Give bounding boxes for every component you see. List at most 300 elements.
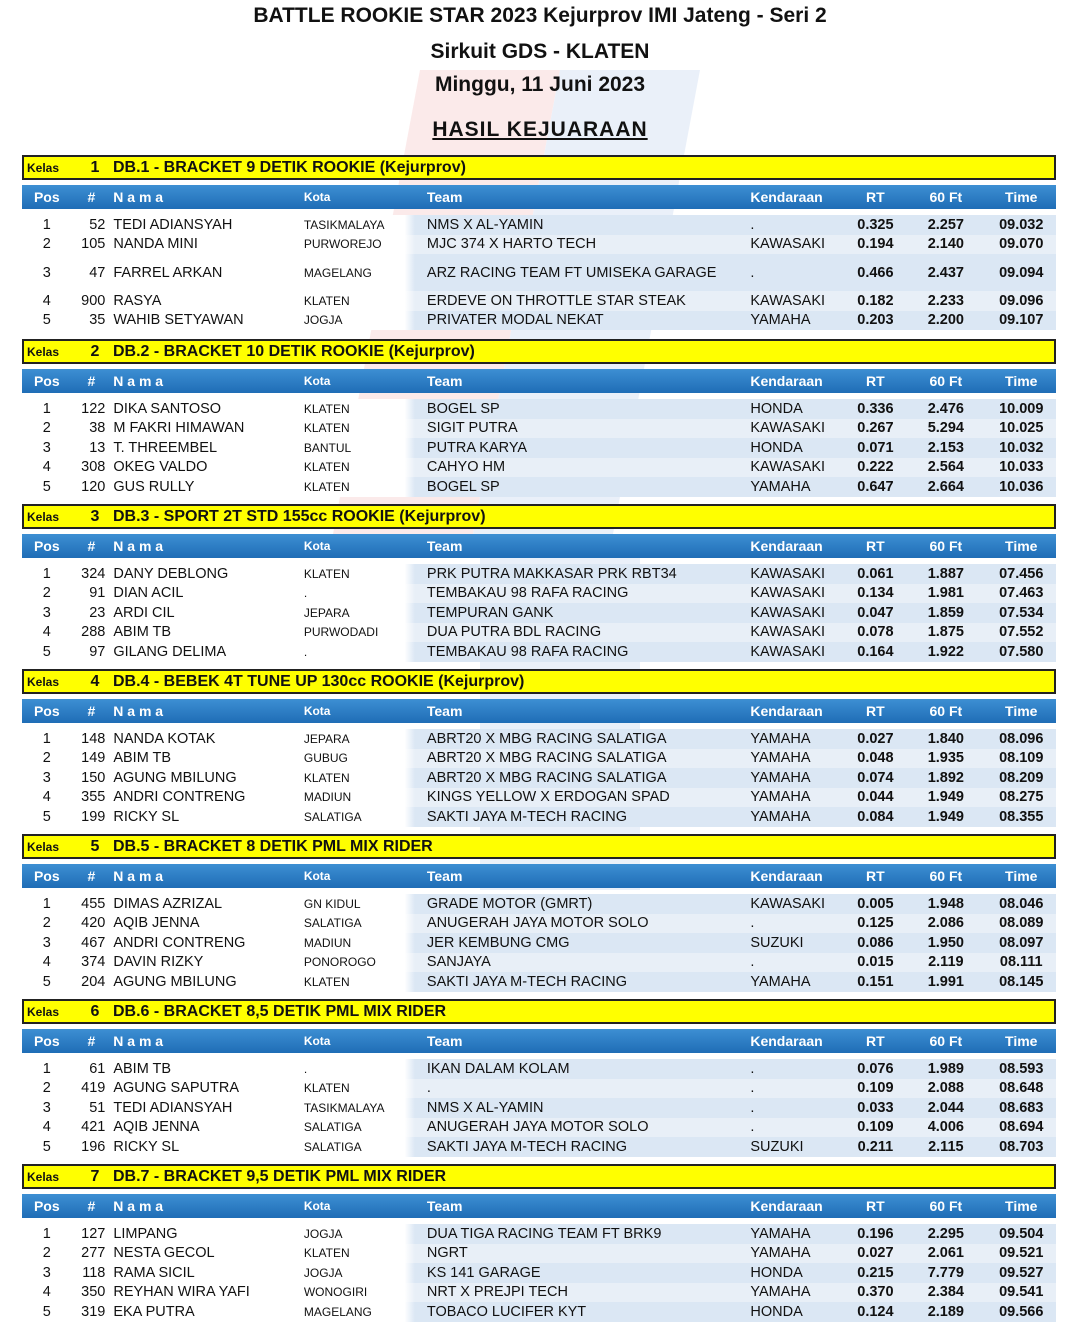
cell-no: 61 [89,1060,106,1077]
cell-kendaraan: YAMAHA [750,478,811,495]
table-row [22,729,1056,749]
cell-kendaraan: KAWASAKI [750,604,826,621]
cell-kota: MADIUN [303,790,352,805]
cell-team: BOGEL SP [426,400,500,417]
cell-no: 13 [89,439,106,456]
column-header-pos: Pos [33,189,60,205]
cell-team: TOBACO LUCIFER KYT [426,1303,587,1320]
column-header-team: Team [426,538,463,554]
cell-no: 91 [89,585,106,602]
column-header-ft: 60 Ft [929,868,963,884]
cell-kendaraan: . [750,264,755,281]
cell-pos: 4 [42,624,51,641]
cell-rt: 0.086 [857,934,894,951]
cell-no: 105 [81,236,106,253]
cell-kendaraan: . [750,216,755,233]
cell-ft: 2.140 [927,236,964,253]
cell-time: 08.275 [999,789,1044,806]
cell-no: 420 [81,915,106,932]
cell-no: 355 [81,789,106,806]
cell-kendaraan: . [750,1099,755,1116]
cell-kota: BANTUL [303,440,352,455]
cell-pos: 5 [42,643,51,660]
page-title: BATTLE ROOKIE STAR 2023 Kejurprov IMI Jateng - Seri 2 [253,4,827,27]
cell-nama: ABIM TB [113,624,172,641]
column-header-kota: Kota [303,539,331,553]
kelas-label: Kelas [27,839,60,854]
cell-nama: RICKY SL [113,808,180,825]
cell-ft: 1.981 [927,585,964,602]
cell-no: 308 [81,459,106,476]
cell-rt: 0.134 [857,585,894,602]
cell-nama: ARDI CIL [113,604,175,621]
table-row [22,788,1056,808]
cell-nama: REYHAN WIRA YAFI [113,1284,250,1301]
column-header-no: # [87,868,96,884]
cell-team: JER KEMBUNG CMG [426,934,570,951]
column-header-kota: Kota [303,1199,331,1213]
column-header-rt: RT [866,1033,885,1049]
cell-time: 08.593 [999,1060,1044,1077]
class-section [22,155,1056,330]
table-row [22,1224,1056,1244]
column-header-time: Time [1005,1033,1038,1049]
cell-ft: 2.437 [927,264,964,281]
column-header-team: Team [426,703,463,719]
cell-nama: TEDI ADIANSYAH [113,1099,233,1116]
table-body [22,399,1056,497]
cell-team: GRADE MOTOR (GMRT) [426,895,593,912]
cell-rt: 0.061 [857,565,894,582]
cell-pos: 4 [42,1119,51,1136]
table-row [22,894,1056,914]
cell-kendaraan: . [750,1119,755,1136]
cell-nama: TEDI ADIANSYAH [113,216,233,233]
table-row [22,584,1056,604]
cell-team: PUTRA KARYA [426,439,528,456]
table-row [22,254,1056,291]
cell-time: 09.504 [999,1225,1044,1242]
column-header-rt: RT [866,189,885,205]
cell-rt: 0.151 [857,973,894,990]
cell-pos: 1 [42,1060,51,1077]
cell-rt: 0.027 [857,1245,894,1262]
column-header-rt: RT [866,1198,885,1214]
column-header-team: Team [426,189,463,205]
cell-nama: DAVIN RIZKY [113,954,204,971]
cell-ft: 1.949 [927,789,964,806]
class-section [22,1164,1056,1322]
cell-nama: RAMA SICIL [113,1264,195,1281]
cell-team: SAKTI JAYA M-TECH RACING [426,808,627,825]
cell-pos: 1 [42,730,51,747]
class-name: DB.4 - BEBEK 4T TUNE UP 130cc ROOKIE (Kejurprov) [113,672,525,690]
column-header-kendaraan: Kendaraan [750,1033,823,1049]
cell-kendaraan: YAMAHA [750,1225,811,1242]
column-header-kendaraan: Kendaraan [750,703,823,719]
column-header-rt: RT [866,373,885,389]
kelas-label: Kelas [27,509,60,524]
cell-nama: ABIM TB [113,750,172,767]
cell-pos: 4 [42,789,51,806]
cell-pos: 4 [42,459,51,476]
column-header-pos: Pos [33,703,60,719]
cell-time: 10.032 [999,439,1044,456]
cell-time: 08.111 [999,954,1043,971]
cell-pos: 2 [42,585,51,602]
cell-no: 199 [81,808,106,825]
cell-pos: 2 [42,236,51,253]
class-section [22,999,1056,1157]
cell-no: 374 [81,954,106,971]
table-header [22,185,1056,209]
cell-ft: 1.948 [927,895,964,912]
cell-no: 150 [81,769,106,786]
cell-no: 277 [81,1245,106,1262]
cell-team: SANJAYA [426,954,491,971]
cell-no: 319 [81,1303,106,1320]
cell-kota: KLATEN [303,421,350,436]
class-title-bar [22,999,1056,1024]
cell-kota: MADIUN [303,935,352,950]
table-header [22,1194,1056,1218]
cell-kota: SALATIGA [303,916,362,931]
cell-rt: 0.071 [857,439,894,456]
cell-kota: KLATEN [303,974,350,989]
cell-kendaraan: KAWASAKI [750,459,826,476]
cell-no: 38 [89,420,106,437]
cell-ft: 2.564 [927,459,964,476]
cell-nama: OKEG VALDO [113,459,208,476]
cell-kendaraan: HONDA [750,439,803,456]
table-row [22,1059,1056,1079]
cell-kota: GN KIDUL [303,896,361,911]
cell-rt: 0.215 [857,1264,894,1281]
cell-nama: NANDA KOTAK [113,730,216,747]
class-section [22,339,1056,497]
cell-rt: 0.182 [857,292,894,309]
table-row [22,807,1056,827]
table-row [22,419,1056,439]
column-header-kendaraan: Kendaraan [750,373,823,389]
cell-pos: 3 [42,769,51,786]
cell-pos: 1 [42,400,51,417]
cell-ft: 1.887 [927,565,964,582]
cell-rt: 0.466 [857,264,894,281]
table-row [22,1079,1056,1099]
cell-pos: 3 [42,264,51,281]
cell-kota: TASIKMALAYA [303,217,385,232]
cell-team: DUA TIGA RACING TEAM FT BRK9 [426,1225,662,1242]
cell-kota: WONOGIRI [303,1285,368,1300]
cell-nama: AGUNG MBILUNG [113,769,237,786]
cell-pos: 5 [42,973,51,990]
cell-time: 09.094 [999,264,1044,281]
column-header-time: Time [1005,189,1038,205]
cell-no: 455 [81,895,106,912]
column-header-kota: Kota [303,190,331,204]
cell-rt: 0.647 [857,478,894,495]
column-header-pos: Pos [33,373,60,389]
cell-kota: KLATEN [303,770,350,785]
cell-kota: JOGJA [303,1226,343,1241]
cell-nama: WAHIB SETYAWAN [113,312,244,329]
cell-pos: 2 [42,1080,51,1097]
cell-rt: 0.164 [857,643,894,660]
cell-team: NGRT [426,1245,468,1262]
cell-team: KINGS YELLOW X ERDOGAN SPAD [426,789,670,806]
cell-ft: 1.950 [927,934,964,951]
cell-kendaraan: HONDA [750,1303,803,1320]
cell-ft: 2.476 [927,400,964,417]
column-header-nama: N a m a [113,538,164,554]
cell-ft: 2.115 [928,1138,964,1155]
column-header-no: # [87,373,96,389]
kelas-label: Kelas [27,1004,60,1019]
cell-kota: MAGELANG [303,1304,372,1319]
cell-nama: ABIM TB [113,1060,172,1077]
class-number: 7 [90,1167,100,1185]
table-row [22,749,1056,769]
cell-no: 196 [81,1138,106,1155]
cell-pos: 1 [42,1225,51,1242]
cell-ft: 2.119 [928,954,964,971]
cell-team: TEMBAKAU 98 RAFA RACING [426,585,629,602]
cell-ft: 1.922 [927,643,964,660]
cell-ft: 2.295 [927,1225,964,1242]
column-header-ft: 60 Ft [929,189,963,205]
cell-rt: 0.109 [857,1080,894,1097]
column-header-no: # [87,1033,96,1049]
cell-rt: 0.047 [857,604,894,621]
cell-kendaraan: KAWASAKI [750,565,826,582]
cell-rt: 0.211 [857,1138,894,1155]
column-header-ft: 60 Ft [929,1033,963,1049]
column-header-kota: Kota [303,374,331,388]
column-header-kendaraan: Kendaraan [750,538,823,554]
table-row [22,642,1056,662]
cell-kendaraan: YAMAHA [750,730,811,747]
cell-nama: DIKA SANTOSO [113,400,222,417]
cell-kota: . [303,644,308,659]
table-row [22,914,1056,934]
cell-no: 51 [89,1099,106,1116]
cell-kendaraan: . [750,954,755,971]
class-name: DB.3 - SPORT 2T STD 155cc ROOKIE (Kejurprov) [113,507,486,525]
column-header-pos: Pos [33,1198,60,1214]
cell-rt: 0.194 [857,236,894,253]
cell-kota: JOGJA [303,1265,343,1280]
table-row [22,1283,1056,1303]
cell-kota: KLATEN [303,1246,350,1261]
column-header-nama: N a m a [113,373,164,389]
cell-nama: NESTA GECOL [113,1245,215,1262]
column-header-no: # [87,189,96,205]
table-row [22,399,1056,419]
cell-nama: RICKY SL [113,1138,180,1155]
cell-rt: 0.124 [857,1303,894,1320]
cell-rt: 0.015 [857,954,894,971]
cell-ft: 1.875 [927,624,964,641]
cell-no: 127 [81,1225,106,1242]
cell-pos: 4 [42,954,51,971]
cell-kota: . [303,1061,308,1076]
cell-time: 09.070 [999,236,1044,253]
cell-nama: AQIB JENNA [113,1119,200,1136]
cell-no: 350 [81,1284,106,1301]
cell-no: 204 [81,973,106,990]
cell-kota: PURWOREJO [303,237,382,252]
class-name: DB.1 - BRACKET 9 DETIK ROOKIE (Kejurprov) [113,158,466,176]
cell-team: TEMBAKAU 98 RAFA RACING [426,643,629,660]
cell-time: 07.456 [999,565,1044,582]
cell-kendaraan: YAMAHA [750,750,811,767]
cell-no: 35 [89,312,106,329]
cell-ft: 7.779 [927,1264,964,1281]
cell-rt: 0.196 [857,1225,894,1242]
cell-pos: 3 [42,934,51,951]
cell-no: 118 [82,1264,106,1281]
cell-kota: MAGELANG [303,265,372,280]
column-header-kendaraan: Kendaraan [750,1198,823,1214]
cell-kendaraan: . [750,1060,755,1077]
cell-time: 08.209 [999,769,1044,786]
table-row [22,438,1056,458]
cell-kota: KLATEN [303,479,350,494]
cell-kendaraan: YAMAHA [750,973,811,990]
cell-pos: 3 [42,439,51,456]
cell-team: BOGEL SP [426,478,500,495]
cell-ft: 2.044 [927,1099,964,1116]
cell-ft: 2.153 [927,439,964,456]
table-row [22,477,1056,497]
cell-ft: 2.257 [927,216,964,233]
cell-pos: 5 [42,312,51,329]
cell-no: 47 [89,264,106,281]
cell-team: ABRT20 X MBG RACING SALATIGA [426,730,667,747]
cell-ft: 2.233 [927,292,964,309]
cell-ft: 2.664 [927,478,964,495]
table-body [22,894,1056,992]
cell-ft: 2.189 [927,1303,964,1320]
cell-team: CAHYO HM [426,459,506,476]
class-number: 4 [90,672,100,690]
cell-kendaraan: KAWASAKI [750,643,826,660]
cell-pos: 4 [42,292,51,309]
column-header-time: Time [1005,703,1038,719]
cell-nama: DANY DEBLONG [113,565,229,582]
cell-ft: 2.086 [927,915,964,932]
table-row [22,1302,1056,1322]
column-header-time: Time [1005,373,1038,389]
cell-rt: 0.078 [857,624,894,641]
table-header [22,369,1056,393]
cell-kota: SALATIGA [303,1120,362,1135]
cell-kendaraan: . [750,1080,755,1097]
cell-pos: 1 [42,895,51,912]
cell-nama: ANDRI CONTRENG [113,789,246,806]
cell-kendaraan: SUZUKI [750,934,804,951]
cell-kendaraan: HONDA [750,400,803,417]
cell-time: 08.046 [999,895,1044,912]
cell-pos: 5 [42,1138,51,1155]
column-header-kota: Kota [303,869,331,883]
cell-pos: 2 [42,420,51,437]
cell-nama: FARREL ARKAN [113,264,223,281]
cell-pos: 4 [42,1284,51,1301]
cell-team: ANUGERAH JAYA MOTOR SOLO [426,915,649,932]
cell-kendaraan: YAMAHA [750,808,811,825]
cell-time: 08.145 [999,973,1044,990]
class-title-bar [22,669,1056,694]
cell-rt: 0.005 [857,895,894,912]
class-title-bar [22,155,1056,180]
cell-nama: GILANG DELIMA [113,643,227,660]
table-body [22,729,1056,827]
cell-ft: 1.949 [927,808,964,825]
cell-nama: AGUNG SAPUTRA [113,1080,240,1097]
cell-kendaraan: KAWASAKI [750,624,826,641]
cell-no: 148 [81,730,106,747]
cell-pos: 2 [42,1245,51,1262]
cell-kendaraan: . [750,915,755,932]
cell-ft: 1.859 [927,604,964,621]
table-row [22,603,1056,623]
cell-time: 08.109 [999,750,1044,767]
cell-ft: 2.088 [927,1080,964,1097]
column-header-ft: 60 Ft [929,373,963,389]
cell-nama: T. THREEMBEL [113,439,218,456]
cell-kendaraan: KAWASAKI [750,585,826,602]
table-row [22,458,1056,478]
cell-rt: 0.125 [857,915,894,932]
column-header-kendaraan: Kendaraan [750,189,823,205]
cell-no: 97 [89,643,106,660]
cell-rt: 0.203 [857,312,894,329]
column-header-no: # [87,538,96,554]
cell-nama: LIMPANG [113,1225,178,1242]
column-header-pos: Pos [33,1033,60,1049]
cell-team: NMS X AL-YAMIN [426,1099,544,1116]
class-number: 5 [90,837,100,855]
cell-no: 122 [81,400,106,417]
cell-team: TEMPURAN GANK [426,604,554,621]
cell-kota: KLATEN [303,1081,350,1096]
table-header [22,864,1056,888]
column-header-ft: 60 Ft [929,538,963,554]
table-row [22,1244,1056,1264]
cell-team: SIGIT PUTRA [426,420,518,437]
table-row [22,1098,1056,1118]
table-row [22,953,1056,973]
table-body [22,1224,1056,1322]
cell-rt: 0.267 [857,420,894,437]
cell-time: 09.032 [999,216,1044,233]
table-header [22,699,1056,723]
cell-time: 10.009 [999,400,1044,417]
cell-kota: JOGJA [303,313,343,328]
column-header-kendaraan: Kendaraan [750,868,823,884]
cell-kendaraan: YAMAHA [750,769,811,786]
class-section [22,504,1056,662]
cell-time: 09.521 [999,1245,1044,1262]
table-row [22,623,1056,643]
cell-ft: 5.294 [927,420,964,437]
cell-kota: KLATEN [303,401,350,416]
class-number: 6 [90,1002,100,1020]
cell-pos: 3 [42,1264,51,1281]
kelas-label: Kelas [27,344,60,359]
